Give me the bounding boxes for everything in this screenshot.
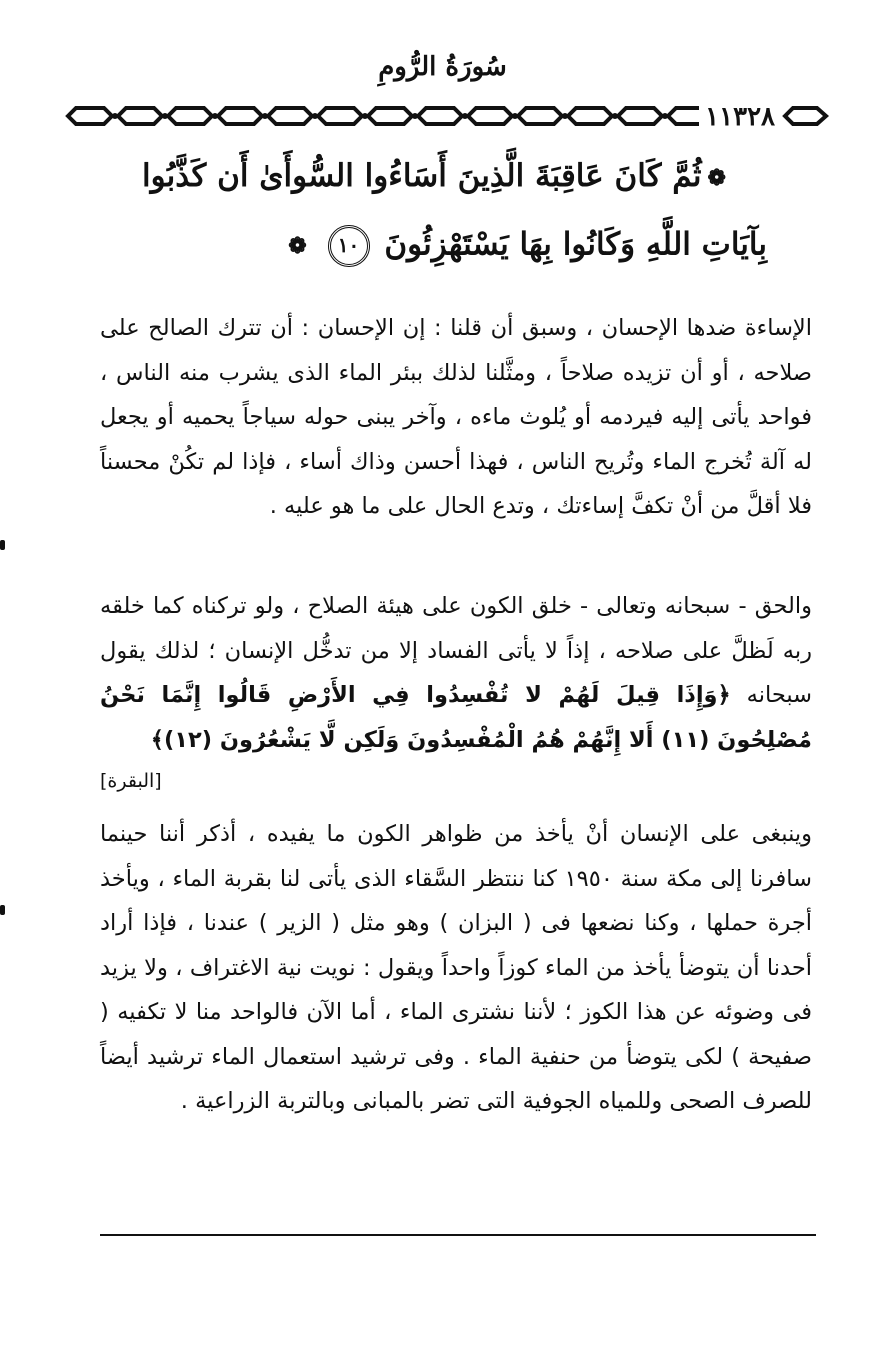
paragraph-3: وينبغى على الإنسان أنْ يأخذ من ظواهر الكون ما يفيده ، أذكر أننا حينما سافرنا إلى مكة سنة ١٩٥٠ كنا ننتظر السَّقاء الذى يأتى لنا بقربة الماء ، ويأخذ أجرة حملها ، وكنا نضعها فى ( البزان ) وهو مثل ( الزير ) عندنا ، فإذا أراد أحدنا أن يتوضأ يأخذ من الماء كوزاً واحداً ويقول : نويت نية الاغتراف ، ولا يزيد فى وضوئه عن هذا الكوز ؛ لأننا نشترى الماء ، أما الآن فالواحد منا لا تكفيه ( صفيحة ) لكى يتوضأ من حنفية الماء . وفى ترشيد استعمال الماء ترشيد أيضاً للصرف الصحى وللمياه الجوفية التى تضر بالمبانى وبالتربة الزراعية . (100, 821, 812, 1114)
footer-rule (100, 1234, 816, 1236)
quran-quote: ﴿وَإِذَا قِيلَ لَهُمْ لا تُفْسِدُوا فِي الأَرْضِ قَالُوا إِنَّمَا نَحْنُ مُصْلِحُونَ (١١) أَلا إِنَّهُمْ هُمُ الْمُفْسِدُونَ وَلَكِن لَّا يَشْعُرُونَ (١٢)﴾ (100, 682, 812, 753)
verse-text-2: بِآيَاتِ اللَّهِ وَكَانُوا بِهَا يَسْتَهْزِئُونَ (384, 226, 767, 263)
paragraph-1: الإساءة ضدها الإحسان ، وسبق أن قلنا : إن الإحسان : أن تترك الصالح على صلاحه ، أو أن تزيده صلاحاً ، ومثَّلنا لذلك ببئر الماء الذى يشرب منه الناس ، فواحد يأتى إليه فيردمه أو يُلوث ماءه ، وآخر يبنى حوله سياجاً يحميه أو يجعل له آلة تُخرج الماء وتُريح الناس ، فهذا أحسن وذاك أساء ، فإذا لم تكُنْ محسناً فلا أقلَّ من أنْ تكفَّ إساءتك ، وتدع الحال على ما هو عليه . (100, 315, 812, 519)
surah-reference: [البقرة] (100, 770, 162, 792)
scan-mark (0, 905, 5, 915)
verse-text-1: ثُمَّ كَانَ عَاقِبَةَ الَّذِينَ أَسَاءُوا السُّوأَىٰ أَن كَذَّبُوا (142, 158, 702, 194)
paragraph-2 (100, 584, 812, 762)
verse-close-ornament: ❁ (288, 233, 307, 259)
verse-line-2 (107, 225, 767, 267)
scan-mark (0, 540, 5, 550)
page-number: ١١٣٢٨ (699, 100, 781, 134)
verse-open-ornament: ❁ (707, 164, 726, 191)
surah-title: سُورَةُ الرُّومِ (378, 52, 507, 82)
paragraph-2-text: والحق - سبحانه وتعالى - خلق الكون على هيئة الصلاح ، ولو تركناه كما خلقه ربه لَظلَّ على صلاحه ، إذاً لا يأتى الفساد إلا من تدخُّل الإنسان ؛ لذلك يقول سبحانه (100, 593, 813, 708)
ayah-number-badge: ١٠ (328, 225, 370, 267)
verse-line-1 (107, 158, 767, 194)
